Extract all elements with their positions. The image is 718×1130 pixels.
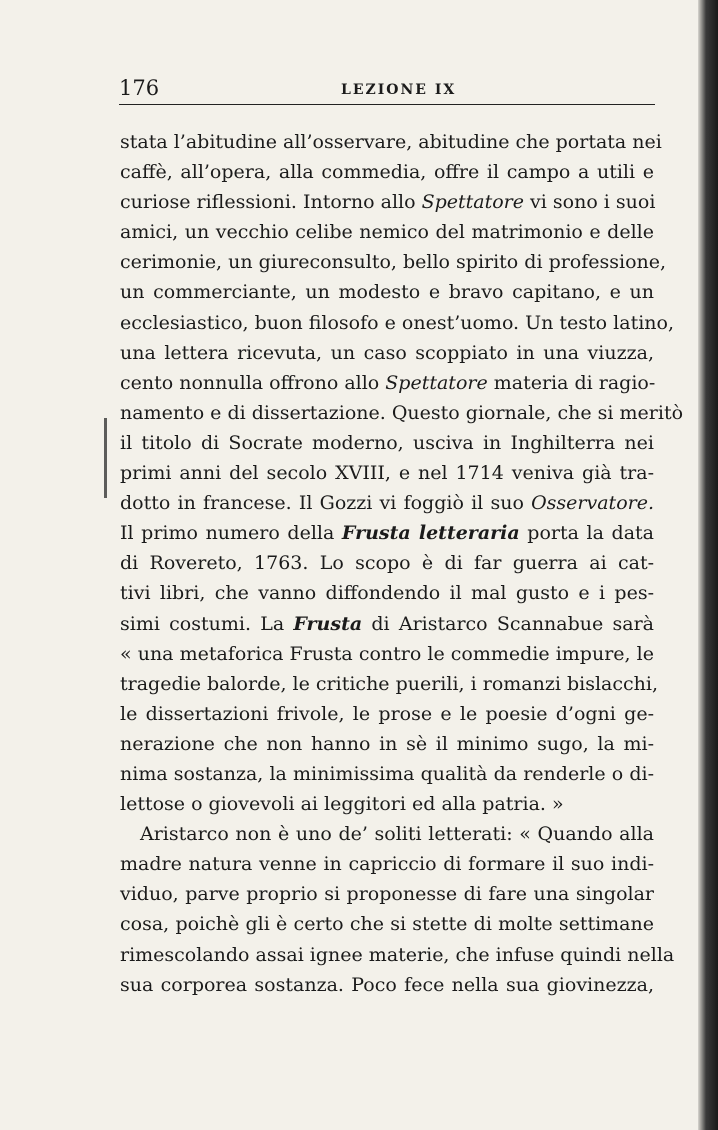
text-run: simi costumi. La	[120, 612, 294, 635]
text-run: nima sostanza, la minimissima qualità da renderle o di-	[120, 762, 654, 785]
text-run: tragedie balorde, le critiche puerili, i romanzi bislacchi,	[120, 672, 658, 695]
text-line	[120, 398, 684, 428]
text-run: di Aristarco Scannabue sarà	[362, 612, 654, 635]
text-line	[120, 909, 654, 939]
text-line	[120, 759, 654, 789]
text-run: viduo, parve proprio si proponesse di fare una singolar	[120, 883, 654, 906]
text-run: sua corporea sostanza. Poco fece nella sua giovinezza,	[120, 973, 654, 996]
text-line	[120, 127, 662, 157]
text-line	[120, 578, 654, 608]
text-run: le dissertazioni frivole, le prose e le poesie d’ogni ge-	[120, 702, 654, 725]
text-run: ecclesiastico, buon filosofo e onest’uomo. Un testo latino,	[120, 311, 674, 334]
header-rule	[119, 104, 655, 105]
text-run: cosa, poichè gli è certo che si stette di molte settimane	[120, 913, 654, 936]
text-run: porta la data	[519, 522, 655, 545]
running-head: LEZIONE IX	[341, 82, 457, 98]
page-number: 176	[119, 76, 160, 100]
text-run: curiose riflessioni. Intorno allo	[120, 191, 422, 214]
text-run: madre natura venne in capriccio di formare il suo indi-	[120, 853, 654, 876]
text-run: di Rovereto, 1763. Lo scopo è di far guerra ai cat-	[120, 552, 654, 575]
text-run: Il primo numero della	[120, 522, 342, 545]
text-line	[120, 879, 654, 909]
text-line	[120, 428, 654, 458]
page-edge-shadow	[698, 0, 718, 1130]
text-run: amici, un vecchio celibe nemico del matrimonio e delle	[120, 221, 654, 244]
text-run: nerazione che non hanno in sè il minimo sugo, la mi-	[120, 732, 654, 755]
text-line	[120, 187, 654, 217]
text-line	[120, 157, 654, 187]
text-line	[120, 940, 675, 970]
text-line	[120, 518, 654, 548]
text-run: caffè, all’opera, alla commedia, offre il campo a utili e	[120, 161, 654, 184]
text-line	[120, 488, 654, 518]
text-run: stata l’abitudine all’osservare, abitudine che portata nei	[120, 131, 662, 153]
text-line	[120, 548, 654, 578]
italic-title: Osservatore.	[531, 492, 654, 515]
text-line	[120, 308, 674, 338]
italic-title: Frusta letteraria	[341, 522, 520, 545]
italic-title: Frusta	[293, 612, 363, 635]
text-line	[120, 789, 654, 819]
italic-title: Spettatore	[421, 191, 524, 214]
text-line	[120, 458, 654, 488]
body-text	[120, 127, 684, 1000]
text-run: namento e di dissertazione. Questo giornale, che si meritò	[120, 401, 684, 424]
page-header	[119, 76, 655, 106]
text-line	[120, 729, 654, 759]
text-line	[120, 819, 654, 849]
text-run: cerimonie, un giureconsulto, bello spirito di professione,	[120, 251, 667, 274]
margin-annotation-mark	[104, 418, 107, 498]
text-line	[120, 368, 654, 398]
text-run: dotto in francese. Il Gozzi vi foggiò il suo	[120, 492, 532, 515]
text-line	[120, 217, 654, 247]
text-run: un commerciante, un modesto e bravo capitano, e un	[120, 281, 654, 304]
text-run: Aristarco non è uno de’ soliti letterati: « Quando alla	[140, 823, 654, 846]
text-run: primi anni del secolo XVIII, e nel 1714 veniva già tra-	[120, 462, 654, 485]
text-run: vi sono i suoi	[524, 191, 656, 214]
text-line	[120, 609, 654, 639]
text-run: cento nonnulla offrono allo	[120, 371, 386, 394]
text-run: rimescolando assai ignee materie, che infuse quindi nella	[120, 943, 675, 966]
text-run: lettose o giovevoli ai leggitori ed alla patria. »	[120, 793, 564, 816]
text-line	[120, 699, 654, 729]
text-run: tivi libri, che vanno diffondendo il mal gusto e i pes-	[120, 582, 654, 605]
text-run: materia di ragio-	[487, 371, 656, 394]
text-line	[120, 849, 654, 879]
text-line	[120, 338, 654, 368]
text-line	[120, 247, 667, 277]
text-line	[120, 970, 654, 1000]
text-line	[120, 277, 654, 307]
text-line	[120, 639, 654, 669]
text-run: il titolo di Socrate moderno, usciva in Inghilterra nei	[120, 431, 654, 454]
text-run: una lettera ricevuta, un caso scoppiato in una viuzza,	[120, 341, 654, 364]
italic-title: Spettatore	[385, 371, 488, 394]
text-run: « una metaforica Frusta contro le commedie impure, le	[120, 642, 654, 665]
text-line	[120, 669, 658, 699]
